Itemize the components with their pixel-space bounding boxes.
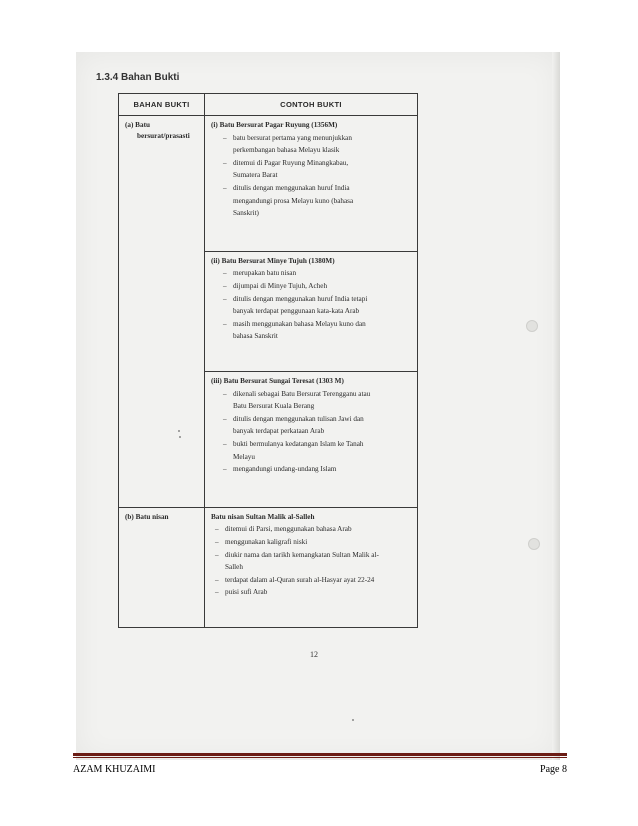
footer-divider	[73, 753, 567, 756]
category-cell-batu-bersurat	[119, 116, 205, 508]
example-cell	[205, 251, 418, 371]
list-item: – dikenali sebagai Batu Bersurat Terengganu atau Batu Bersurat Kuala Berang	[223, 389, 371, 411]
category-label: bersurat/prasasti	[137, 131, 190, 140]
list-item: – terdapat dalam al-Quran surah al-Hasyar ayat 22-24	[215, 575, 375, 584]
footer-divider-thin	[73, 757, 567, 758]
list-item: – ditulis dengan menggunakan tulisan Jawi dan banyak terdapat perkataan Arab	[223, 414, 364, 436]
header-contoh-bukti: CONTOH BUKTI	[205, 94, 418, 116]
list-item: – dijumpai di Minye Tujuh, Acheh	[223, 282, 328, 291]
example-title: (ii) Batu Bersurat Minye Tujuh (1380M)	[211, 256, 335, 265]
category-cell-batu-nisan	[119, 507, 205, 627]
punch-hole	[526, 320, 538, 332]
punch-hole	[528, 538, 540, 550]
section-heading: 1.3.4 Bahan Bukti	[96, 72, 180, 83]
example-cell	[205, 371, 418, 507]
scan-speck	[352, 719, 354, 721]
list-item: – bukti bermulanya kedatangan Islam ke Tanah Melayu	[223, 439, 364, 461]
list-item: – mengandungi undang-undang Islam	[223, 465, 337, 474]
list-item: – batu bersurat pertama yang menunjukkan perkembangan bahasa Melayu klasik	[223, 133, 352, 155]
footer-author: AZAM KHUZAIMI	[73, 764, 156, 775]
list-item: – puisi sufi Arab	[215, 588, 268, 597]
category-label: (a) Batu	[125, 121, 150, 129]
table-row	[119, 116, 418, 252]
header-bahan-bukti: BAHAN BUKTI	[119, 94, 205, 116]
table-header-row	[119, 94, 418, 116]
scan-edge-shadow	[552, 52, 560, 760]
list-item: – menggunakan kaligrafi niski	[215, 538, 308, 547]
list-item: – diukir nama dan tarikh kemangkatan Sultan Malik al- Salleh	[215, 550, 379, 572]
list-item: – ditemui di Parsi, menggunakan bahasa Arab	[215, 525, 352, 534]
footer-page-label: Page 8	[540, 764, 567, 775]
list-item: – masih menggunakan bahasa Melayu kuno dan bahasa Sanskrit	[223, 319, 366, 341]
list-item: – ditulis dengan menggunakan huruf India mengandungi prosa Melayu kuno (bahasa Sanskrit)	[223, 183, 354, 218]
list-item: – merupakan batu nisan	[223, 269, 297, 278]
evidence-table	[118, 93, 418, 628]
example-title: Batu nisan Sultan Malik al-Salleh	[211, 512, 315, 521]
list-item: – ditulis dengan menggunakan huruf India tetapi banyak terdapat penggunaan kata-kata Arab	[223, 294, 368, 316]
example-title: (i) Batu Bersurat Pagar Ruyung (1356M)	[211, 121, 338, 129]
list-item: – ditemui di Pagar Ruyung Minangkabau, Sumatera Barat	[223, 158, 349, 180]
example-cell	[205, 507, 418, 627]
example-title: (iii) Batu Bersurat Sungai Teresat (1303 M)	[211, 376, 344, 385]
category-label: (b) Batu nisan	[125, 512, 169, 521]
table-row	[119, 507, 418, 627]
scan-page-number: 12	[310, 650, 318, 659]
example-cell	[205, 116, 418, 252]
